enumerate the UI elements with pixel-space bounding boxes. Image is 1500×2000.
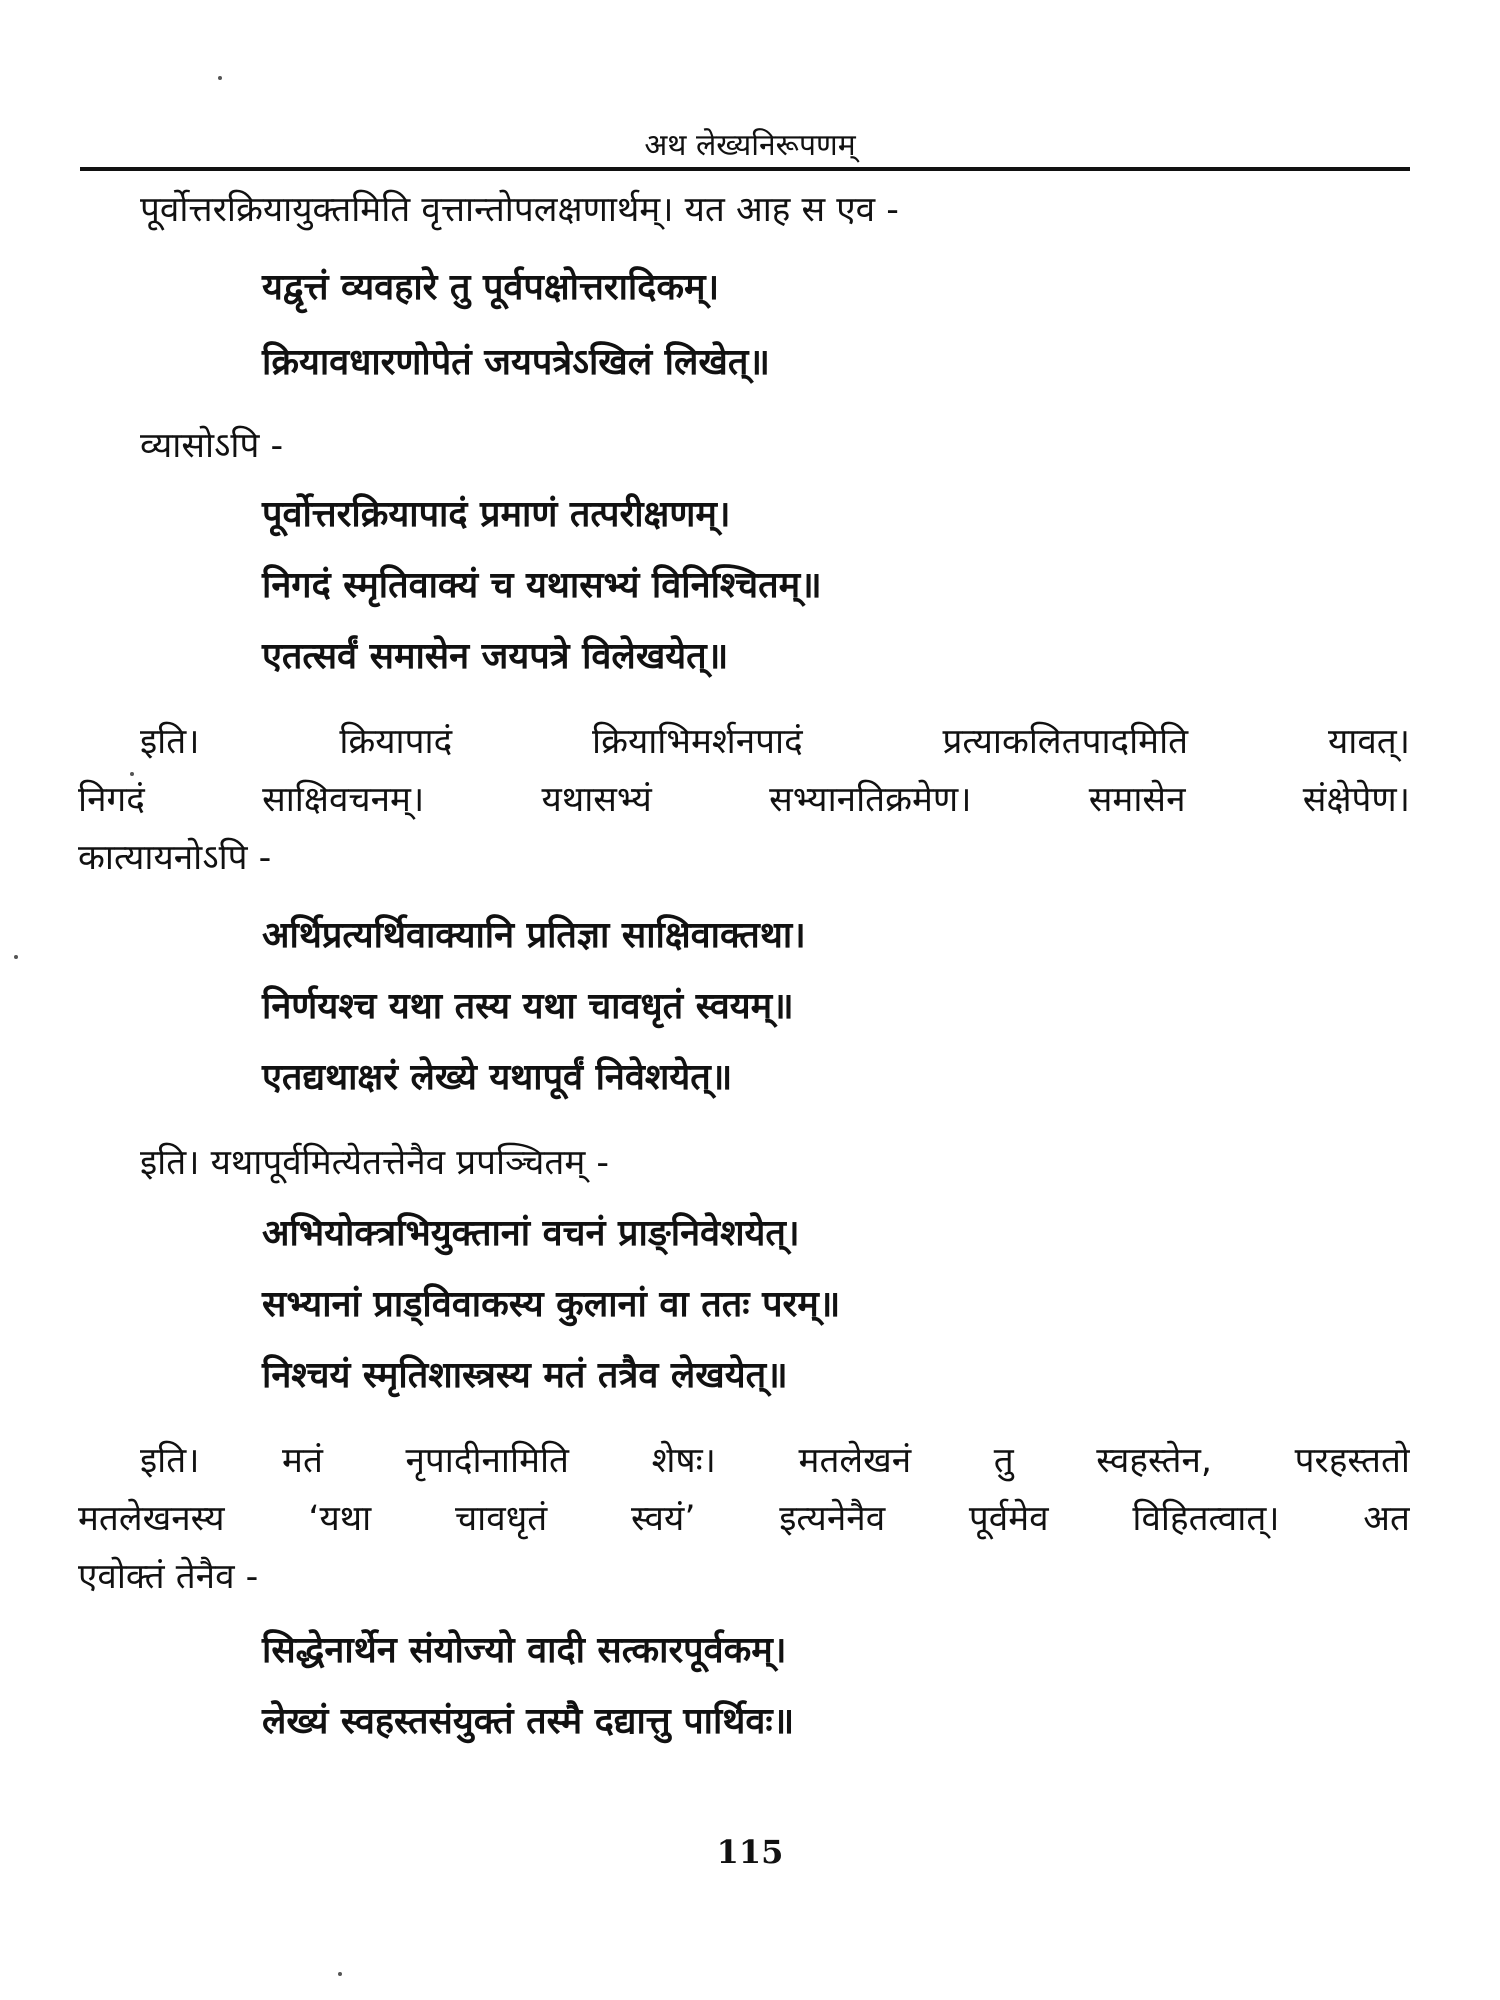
verse-line: सभ्यानां प्राड्विवाकस्य कुलानां वा ततः परम्॥ (262, 1284, 841, 1325)
running-header: अथ लेख्यनिरूपणम् (644, 128, 856, 163)
verse-line: लेख्यं स्वहस्तसंयुक्तं तस्मै दद्यात्तु पार्थिवः॥ (262, 1701, 795, 1742)
scan-speck (218, 76, 222, 80)
prose-line: निगदं साक्षिवचनम्। यथासभ्यं सभ्यानतिक्रमेण। समासेन संक्षेपेण। (78, 780, 1410, 820)
verse-line: यद्वृत्तं व्यवहारे तु पूर्वपक्षोत्तरादिकम्। (262, 267, 720, 308)
verse-line: निगदं स्मृतिवाक्यं च यथासभ्यं विनिश्चितम्॥ (262, 565, 822, 606)
verse-line: क्रियावधारणोपेतं जयपत्रेऽखिलं लिखेत्॥ (262, 342, 770, 383)
prose-line: इति। क्रियापादं क्रियाभिमर्शनपादं प्रत्याकलितपादमिति यावत्। (140, 722, 1410, 762)
verse-line: सिद्धेनार्थेन संयोज्यो वादी सत्कारपूर्वकम्। (262, 1630, 787, 1671)
scan-speck (14, 955, 18, 959)
prose-line: इति। यथापूर्वमित्येतत्तेनैव प्रपञ्चितम् - (140, 1143, 610, 1183)
prose-line: व्यासोऽपि - (140, 426, 284, 466)
verse-line: एतत्सर्वं समासेन जयपत्रे विलेखयेत्॥ (262, 636, 729, 677)
scan-speck (130, 772, 134, 776)
verse-line: अभियोक्त्रभियुक्तानां वचनं प्राङ्निवेशयेत्। (262, 1213, 800, 1254)
verse-line: निर्णयश्च यथा तस्य यथा चावधृतं स्वयम्॥ (262, 986, 794, 1027)
verse-line: निश्चयं स्मृतिशास्त्रस्य मतं तत्रैव लेखयेत्॥ (262, 1355, 788, 1396)
prose-line: कात्यायनोऽपि - (78, 838, 272, 878)
verse-line: एतद्यथाक्षरं लेख्ये यथापूर्वं निवेशयेत्॥ (262, 1057, 733, 1098)
prose-line: पूर्वोत्तरक्रियायुक्तमिति वृत्तान्तोपलक्षणार्थम्। यत आह स एव - (140, 190, 899, 230)
scan-speck (338, 1972, 342, 1976)
prose-line: इति। मतं नृपादीनामिति शेषः। मतलेखनं तु स्वहस्तेन, परहस्ततो (140, 1441, 1410, 1481)
prose-line: मतलेखनस्य ‘यथा चावधृतं स्वयं’ इत्यनेनैव पूर्वमेव विहितत्वात्। अत (78, 1499, 1410, 1539)
prose-line: एवोक्तं तेनैव - (78, 1557, 259, 1597)
header-rule (80, 167, 1410, 171)
verse-line: अर्थिप्रत्यर्थिवाक्यानि प्रतिज्ञा साक्षिवाक्तथा। (262, 915, 806, 956)
page-number: 115 (716, 1833, 784, 1871)
verse-line: पूर्वोत्तरक्रियापादं प्रमाणं तत्परीक्षणम्। (262, 494, 731, 535)
